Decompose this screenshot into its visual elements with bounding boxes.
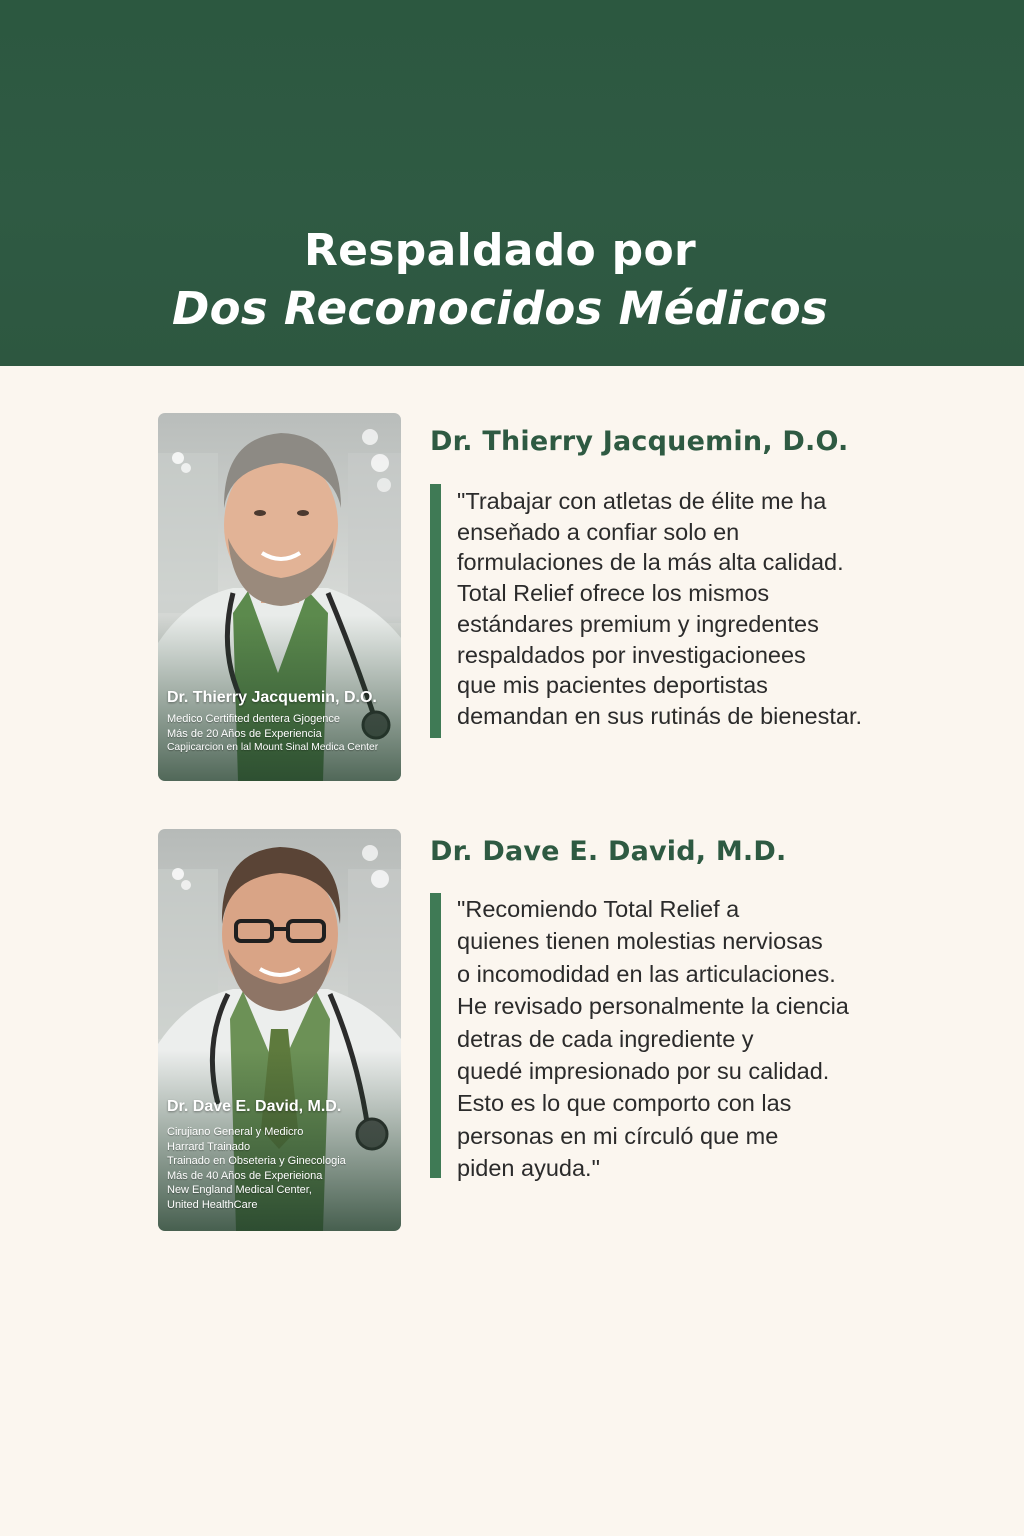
doctor-name-2: Dr. Dave E. David, M.D. [430, 836, 787, 867]
quote-line: "Recomiendo Total Relief a [457, 896, 740, 922]
quote-line: respaldados por investigacionees [457, 641, 806, 668]
quote-line: que mis pacientes deportistas [457, 672, 768, 699]
title-line-1: Respaldado por [303, 225, 697, 276]
caption-line: Más de 20 Años de Experiencia [167, 727, 322, 740]
doctor-quote-2 [457, 893, 897, 1185]
photo-caption-2 [167, 1097, 395, 1212]
caption-line: New England Medical Center, [167, 1184, 312, 1196]
quote-line: quienes tienen molestias nerviosas [457, 928, 823, 955]
quote-line: formulaciones de la más alta calidad. [457, 549, 844, 576]
caption-line: Capjicarcion en lal Mount Sinal Medica Center [167, 742, 379, 753]
quote-line: piden ayuda." [457, 1155, 600, 1182]
photo-caption-1 [167, 688, 395, 756]
quote-accent-bar [430, 893, 441, 1178]
caption-line: Más de 40 Años de Experieiona [167, 1169, 323, 1182]
caption-line: Cirujiano General y Medicro [167, 1126, 304, 1138]
doctor-photo-2 [158, 829, 401, 1231]
caption-name: Dr. Dave E. David, M.D. [167, 1098, 342, 1115]
doctor-name-1: Dr. Thierry Jacquemin, D.O. [430, 426, 849, 457]
doctor-photo-1 [158, 413, 401, 781]
caption-line: United HealthCare [167, 1198, 258, 1211]
caption-line: Medico Certifited dentera Gjogence [167, 713, 341, 725]
quote-line: o incomodidad en las articulaciones. [457, 960, 836, 987]
quote-line: quedé impresionado por su calidad. [457, 1058, 830, 1085]
caption-line: Trainado en Obseteria y Ginecologia [167, 1155, 346, 1167]
title-line-2: Dos Reconocidos Médicos [171, 282, 829, 335]
doctor-quote-1 [457, 486, 897, 732]
quote-line: enseňado a confiar solo en [457, 518, 740, 545]
hero-banner [0, 0, 1024, 366]
quote-line: Total Relief ofrece los mismos [457, 580, 770, 607]
quote-accent-bar [430, 484, 441, 738]
quote-line: detras de cada ingrediente y [457, 1025, 754, 1052]
page-title [0, 222, 1000, 338]
quote-line: personas en mi círculó que me [457, 1122, 779, 1149]
caption-line: Harrard Trainado [167, 1140, 251, 1153]
quote-line: estándares premium y ingredentes [457, 610, 819, 637]
caption-name: Dr. Thierry Jacquemin, D.O. [167, 689, 377, 706]
quote-line: demandan en sus rutinás de bienestar. [457, 702, 862, 729]
quote-line: Esto es lo que comporto con las [457, 1090, 792, 1117]
quote-line: "Trabajar con atletas de élite me ha [457, 488, 827, 514]
quote-line: He revisado personalmente la ciencia [457, 993, 849, 1020]
